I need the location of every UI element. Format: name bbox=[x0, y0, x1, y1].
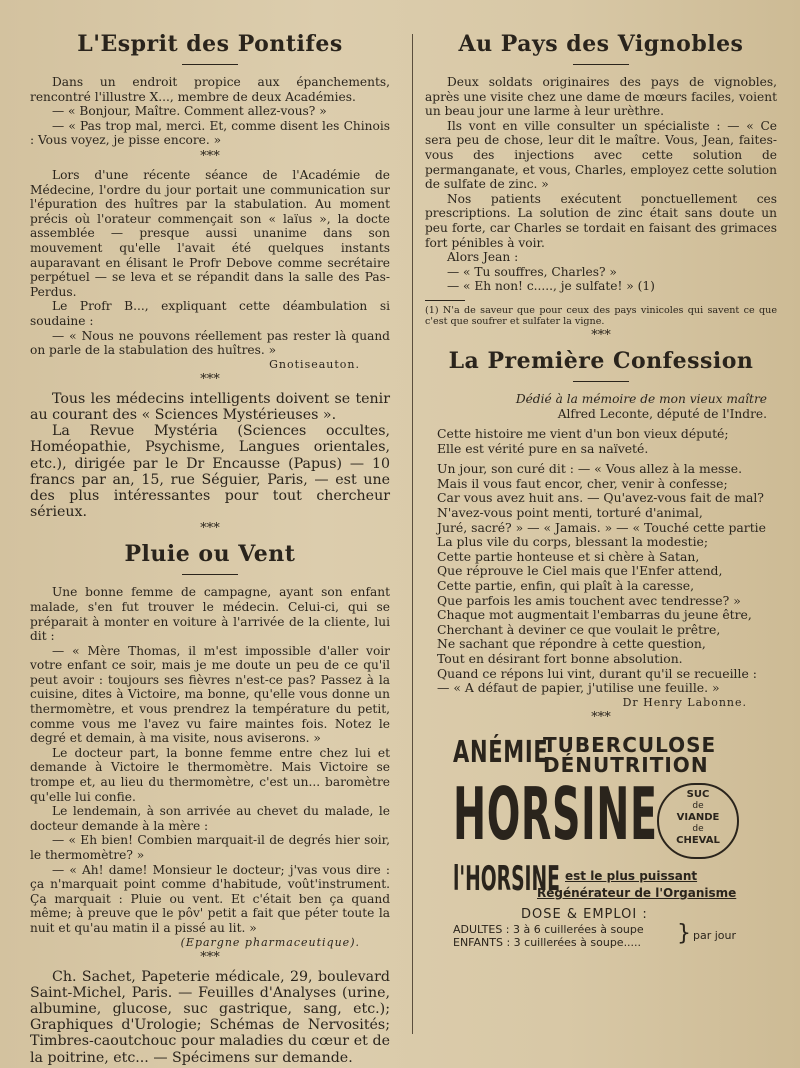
column-divider bbox=[412, 34, 413, 1034]
paragraph: Une bonne femme de campagne, ayant son enfant malade, s'en fut trouver le médecin. Celui-ci, qui se préparait à monter en voiture à l'arrivée de la cliente, lui dit : bbox=[30, 585, 390, 644]
ad-enfants: ENFANTS : 3 cuillerées à soupe..... bbox=[453, 935, 642, 949]
verse-line: Car vous avez huit ans. — Qu'avez-vous fait de mal? bbox=[437, 490, 764, 506]
verse-line: Elle est vérité pure en sa naïveté. bbox=[437, 440, 649, 456]
paragraph: Dans un endroit propice aux épanchements, rencontré l'illustre X..., membre de deux Académies. bbox=[30, 75, 390, 104]
title-pluie-vent: Pluie ou Vent bbox=[124, 541, 296, 568]
paragraph: Alors Jean : bbox=[447, 250, 519, 265]
paragraph: — « Pas trop mal, merci. Et, comme disent les Chinois : Vous voyez, je pisse encore. » bbox=[30, 118, 390, 148]
horsine-advertisement bbox=[425, 731, 777, 957]
section-stars: *** bbox=[591, 709, 611, 725]
paragraph: Ils vont en ville consulter un spécialiste : — « Ce sera peu de chose, leur dit le maître. Vous, Jean, faites-vous des injections avec cette solution de permanganate, et vous, Charles, employez cette solution de sulfate de zinc. » bbox=[425, 118, 777, 192]
paragraph: — « Eh non! c....., je sulfate! » (1) bbox=[447, 279, 655, 294]
paragraph: — « Nous ne pouvons réellement pas rester là quand on parle de la stabulation des huîtres. » bbox=[30, 328, 390, 358]
verse-line: La plus vile du corps, blessant la modestie; bbox=[437, 534, 709, 550]
paragraph: — « Mère Thomas, il m'est impossible d'aller voir votre enfant ce soir, mais je me doute un peu de ce qu'il peut avoir : toujours ses fièvres n'est-ce pas? Passez à la cuisine, dites à Victoire, ma bonne, qu'elle vous donne un thermomètre, et vous prendrez la température du petit, comme vous me l'avez vu faire maintes fois. Notez le degré et demain, à ma visite, nous aviserons. » bbox=[30, 643, 390, 746]
verse-line: Juré, sacré? » — « Jamais. » — « Touché cette partie bbox=[437, 519, 766, 535]
poem bbox=[425, 427, 777, 696]
paragraph: Lors d'une récente séance de l'Académie de Médecine, l'ordre du jour portait une communication sur l'épuration des huîtres par la stabulation. Au moment précis où l'orateur commençait son « laïus », la docte assemblée — presque aussi unanime dans son mouvement qu'elle l'avait été quelques instants auparavant en élisant le Profr Debove comme secrétaire perpétuel — se leva et se répandit dans la salle des Pas-Perdus. bbox=[30, 167, 390, 299]
section-stars: *** bbox=[200, 949, 220, 965]
paragraph: — « Tu souffres, Charles? » bbox=[447, 264, 617, 279]
title-rule bbox=[573, 381, 629, 382]
verse-line: Cette partie, enfin, qui plaît à la caresse, bbox=[437, 578, 695, 594]
ad-de2: de bbox=[692, 823, 704, 834]
title-rule bbox=[573, 64, 629, 65]
verse-line: Mais il vous faut encor, cher, venir à confesse; bbox=[437, 475, 728, 491]
signature: (Epargne pharmaceutique). bbox=[180, 935, 360, 949]
footnote: (1) N'a de saveur que pour ceux des pays vinicoles qui savent ce que c'est que soufrer et sulfater la vigne. bbox=[425, 304, 777, 327]
ad-de1: de bbox=[692, 800, 704, 811]
verse-line: Que parfois les amis touchent avec tendresse? » bbox=[437, 592, 741, 608]
verse-line: Tout en désirant fort bonne absolution. bbox=[437, 651, 683, 666]
title-premiere-confession: La Première Confession bbox=[448, 347, 754, 374]
ad-brace: } bbox=[677, 920, 691, 946]
paragraph: — « Ah! dame! Monsieur le docteur; j'vas vous dire : ça n'marquait point comme d'habitude, voût'instrument. Ça marquait : Pluie ou vent. Et c'était ben ça quand même; à preuve que le pôv' petit a fait que péter toute la nuit et qu'au matin il a pissé au lit. » bbox=[30, 862, 390, 935]
verse-line: Que réprouve le Ciel mais que l'Enfer attend, bbox=[437, 563, 723, 579]
ad-dose: DOSE & EMPLOI : bbox=[521, 906, 648, 922]
verse-line: Quand ce répons lui vint, durant qu'il se recueille : bbox=[437, 665, 757, 681]
paragraph: Le Profr B..., expliquant cette déambulation si soudaine : bbox=[30, 299, 390, 328]
verse-line: Cherchant à deviner ce que voulait le prêtre, bbox=[437, 621, 721, 637]
verse-line: Un jour, son curé dit : — « Vous allez à la messe. bbox=[437, 461, 743, 477]
verse-line: N'avez-vous point menti, torturé d'animal, bbox=[437, 505, 703, 521]
title-rule bbox=[182, 64, 238, 65]
right-column bbox=[425, 30, 777, 957]
paragraph: Deux soldats originaires des pays de vignobles, après une visite chez une dame de mœurs faciles, voient un beau jour une larme à leur urèthre. bbox=[425, 75, 777, 119]
title-rule bbox=[182, 574, 238, 575]
paragraph: — « Bonjour, Maître. Comment allez-vous? » bbox=[52, 104, 327, 119]
sachet-block bbox=[30, 969, 390, 1066]
ad-viande: VIANDE bbox=[676, 811, 720, 823]
note-rule bbox=[425, 300, 465, 301]
verse-line: — « A défaut de papier, j'utilise une feuille. » bbox=[437, 680, 720, 696]
ad-par-jour: par jour bbox=[693, 928, 737, 942]
ad-horsine: HORSINE bbox=[453, 771, 658, 856]
title-pays-vignobles: Au Pays des Vignobles bbox=[458, 31, 744, 57]
ad-regenerateur: Régénérateur de l'Organisme bbox=[537, 885, 737, 900]
ad-denutrition: DÉNUTRITION bbox=[543, 752, 709, 777]
ad-suc: SUC bbox=[686, 788, 710, 800]
verse-line: Cette partie honteuse et si chère à Satan, bbox=[437, 548, 700, 564]
title-esprit-pontifes: L'Esprit des Pontifes bbox=[77, 31, 343, 57]
paragraph: La Revue Mystéria (Sciences occultes, Homéopathie, Psychisme, Langues orientales, etc.), dirigée par le Dr Encausse (Papus) — 10 francs par an, 15, rue Séguier, Paris, — est une des plus intéressantes pour tout chercheur sérieux. bbox=[30, 423, 390, 521]
section-stars: *** bbox=[591, 327, 611, 343]
ad-lhorsine: l'HORSINE bbox=[453, 858, 560, 899]
paragraph: Ch. Sachet, Papeterie médicale, 29, boulevard Saint-Michel, Paris. — Feuilles d'Analyses (urine, albumine, glucose, suc gastrique, sang, etc.); Graphiques d'Urologie; Schémas de Nervosités; Timbres-caoutchouc pour maladies du cœur et de la poitrine, etc... — Spécimens sur demande. bbox=[30, 968, 390, 1066]
ad-cheval: CHEVAL bbox=[676, 834, 720, 846]
dedication-line: Dédié à la mémoire de mon vieux maître bbox=[515, 391, 767, 406]
paragraph: — « Eh bien! Combien marquait-il de degrés hier soir, le thermomètre? » bbox=[30, 833, 390, 862]
paragraph: Nos patients exécutent ponctuellement ces prescriptions. La solution de zinc était sans doute un peu forte, car Charles se tordait en faisant des grimaces fort pénibles à voir. bbox=[425, 191, 777, 250]
ad-tuberculose: TUBERCULOSE bbox=[543, 732, 717, 757]
paragraph: Le docteur part, la bonne femme entre chez lui et demande à Victoire le thermomètre. Mais Victoire se trompe et, au lieu du thermomètre, c'est un... baromètre qu'elle lui confie. bbox=[30, 745, 390, 804]
signature: Gnotiseauton. bbox=[269, 357, 360, 371]
ad-plus-puissant: est le plus puissant bbox=[565, 868, 698, 883]
verse-line: Cette histoire me vient d'un bon vieux député; bbox=[437, 426, 729, 442]
paragraph: Tous les médecins intelligents doivent se tenir au courant des « Sciences Mystérieuses ». bbox=[30, 390, 390, 423]
dedication-author: Alfred Leconte, député de l'Indre. bbox=[557, 406, 767, 421]
left-column bbox=[30, 30, 390, 1066]
paragraph: Le lendemain, à son arrivée au chevet du malade, le docteur demande à la mère : bbox=[30, 804, 390, 833]
ad-anemie: ANÉMIE bbox=[453, 734, 549, 770]
mysteria-block bbox=[30, 391, 390, 521]
verse-line: Ne sachant que répondre à cette question, bbox=[437, 636, 706, 652]
section-stars: *** bbox=[200, 521, 220, 537]
verse-line: Chaque mot augmentait l'embarras du jeune être, bbox=[437, 607, 752, 623]
signature: Dr Henry Labonne. bbox=[622, 695, 747, 709]
section-stars: *** bbox=[200, 148, 220, 164]
section-stars: *** bbox=[200, 371, 220, 387]
ad-adultes: ADULTES : 3 à 6 cuillerées à soupe bbox=[453, 922, 644, 936]
